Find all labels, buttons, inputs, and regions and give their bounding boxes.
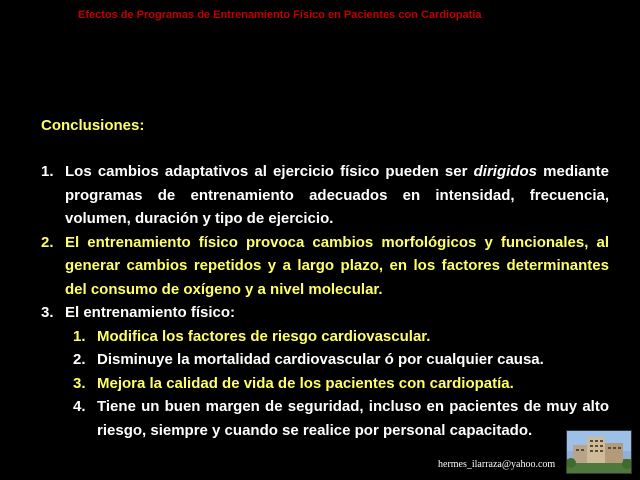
- conclusions-list: [41, 160, 609, 442]
- item-text: Tiene un buen margen de seguridad, incluso en pacientes de muy alto riesgo, siempre y cuando se realice por personal capacitado.: [97, 398, 609, 439]
- item-text: Disminuye la mortalidad cardiovascular ó por cualquier causa.: [97, 351, 544, 368]
- item-text: Modifica los factores de riesgo cardiovascular.: [97, 327, 431, 345]
- item-number: 3.: [73, 374, 86, 392]
- item-number: 1.: [73, 327, 86, 345]
- item-number: 2.: [73, 351, 86, 368]
- item-number: 2.: [41, 233, 54, 251]
- list-item: [41, 231, 609, 302]
- item-number: 4.: [73, 398, 86, 415]
- list-item: [41, 301, 609, 325]
- author-email: hermes_ilarraza@yahoo.com: [438, 459, 556, 470]
- sublist-item: [73, 372, 609, 396]
- sublist-item: [73, 395, 609, 442]
- item-text: El entrenamiento físico provoca cambios morfológicos y funcionales, al generar cambios repetidos y a largo plazo, en los factores determinantes del consumo de oxígeno y a nivel molecular.: [65, 233, 609, 298]
- item-text: Mejora la calidad de vida de los pacientes con cardiopatía.: [97, 374, 514, 392]
- sublist: [73, 325, 609, 443]
- item-text: El entrenamiento físico:: [65, 304, 236, 321]
- sublist-item: [73, 325, 609, 349]
- slide-title: Efectos de Programas de Entrenamiento Físico en Pacientes con Cardiopatía: [78, 9, 482, 21]
- list-item: [41, 160, 609, 231]
- sublist-item: [73, 348, 609, 372]
- item-number: 1.: [41, 163, 54, 180]
- building-photo-icon: [566, 430, 632, 474]
- item-number: 3.: [41, 304, 54, 321]
- conclusions-heading: Conclusiones:: [41, 117, 145, 134]
- item-text: Los cambios adaptativos al ejercicio físico pueden ser dirigidos mediante programas de entrenamiento adecuados en intensidad, frecuencia, volumen, duración y tipo de ejercicio.: [65, 163, 609, 227]
